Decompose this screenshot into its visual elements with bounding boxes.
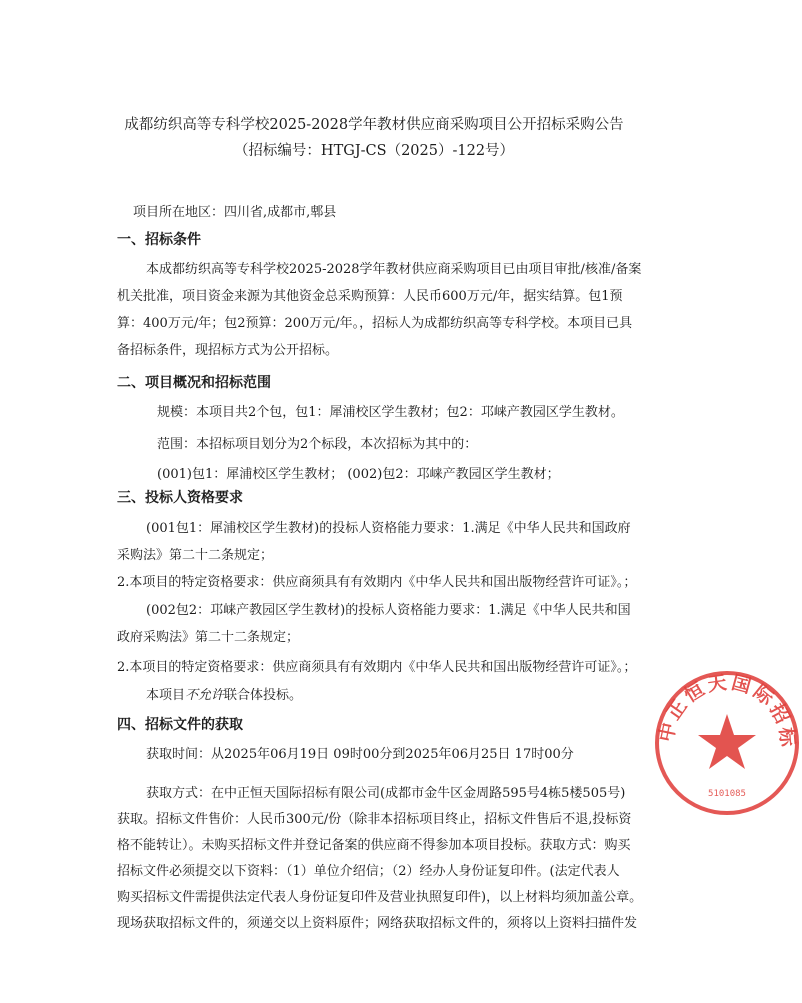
seal-text: 中正恒天国际招标	[655, 671, 799, 751]
consortium-not-allowed: 不允许	[185, 688, 225, 703]
s4-method-line-3: 格不能转让）。未购买招标文件并登记备案的供应商不得参加本项目投标。获取方式：购买	[117, 838, 631, 853]
s3-consortium-note	[146, 686, 302, 706]
s3-lot1-line-1: (001包1：犀浦校区学生教材)的投标人资格能力要求：1.满足《中华人民共和国政府	[146, 521, 631, 536]
s3-lot2-line-1: (002包2：邛崃产教园区学生教材)的投标人资格能力要求：1.满足《中华人民共和国	[146, 603, 631, 618]
s3-lot1-line-3: 2.本项目的特定资格要求：供应商须具有有效期内《中华人民共和国出版物经营许可证》。；	[117, 575, 637, 590]
project-region: 项目所在地区：四川省,成都市,郫县	[133, 205, 337, 220]
s4-method-line-1: 获取方式：在中正恒天国际招标有限公司(成都市金牛区金周路595号4栋5楼505号)	[146, 786, 626, 801]
s3-lot2-line-2: 政府采购法》第二十二条规定；	[117, 630, 300, 645]
s1-line-4: 备招标条件，现招标方式为公开招标。	[117, 343, 339, 358]
s3-lot1-line-2: 采购法》第二十二条规定；	[117, 548, 274, 563]
company-seal-stamp	[652, 668, 802, 818]
document-title: 成都纺织高等专科学校2025-2028学年教材供应商采购项目公开招标采购公告	[124, 117, 624, 133]
s4-method-line-2: 获取。招标文件售价：人民币300元/份（除非本招标项目终止，招标文件售后不退,投标资	[117, 812, 632, 827]
s1-line-2: 机关批准，项目资金来源为其他资金总采购预算：人民币600万元/年，据实结算。包1预	[117, 289, 623, 304]
s4-time: 获取时间：从2025年06月19日 09时00分到2025年06月25日 17时00分	[146, 747, 574, 762]
s2-scope: 范围：本招标项目划分为2个标段，本次招标为其中的：	[157, 437, 478, 452]
s4-method-line-6: 现场获取招标文件的，须递交以上资料原件；网络获取招标文件的，须将以上资料扫描件发	[117, 916, 638, 931]
s4-method-line-4: 招标文件必须提交以下资料：（1）单位介绍信；（2）经办人身份证复印件。(法定代表人	[117, 864, 620, 879]
section-heading-1: 一、招标条件	[117, 232, 201, 248]
section-heading-2: 二、项目概况和招标范围	[117, 375, 271, 391]
tender-number: （招标编号：HTGJ-CS（2025）-122号）	[233, 143, 515, 159]
s1-line-3: 算：400万元/年；包2预算：200万元/年。，招标人为成都纺织高等专科学校。本项目已具	[117, 316, 633, 331]
s4-method-line-5: 购买招标文件需提供法定代表人身份证复印件及营业执照复印件)，以上材料均须加盖公章。	[117, 890, 643, 905]
consortium-suffix: 联合体投标。	[224, 688, 303, 703]
s2-lots: (001)包1：犀浦校区学生教材； (002)包2：邛崃产教园区学生教材；	[157, 467, 560, 482]
s2-scale: 规模：本项目共2个包，包1：犀浦校区学生教材；包2：邛崃产教园区学生教材。	[157, 405, 624, 420]
section-heading-3: 三、投标人资格要求	[117, 490, 243, 506]
consortium-prefix: 本项目	[146, 688, 186, 703]
s3-lot2-line-3: 2.本项目的特定资格要求：供应商须具有有效期内《中华人民共和国出版物经营许可证》。；	[117, 660, 637, 675]
seal-code: 5101085	[708, 789, 746, 799]
section-heading-4: 四、招标文件的获取	[117, 717, 243, 733]
s1-line-1: 本成都纺织高等专科学校2025-2028学年教材供应商采购项目已由项目审批/核准/备案	[146, 262, 642, 277]
seal-star-icon	[698, 714, 756, 769]
